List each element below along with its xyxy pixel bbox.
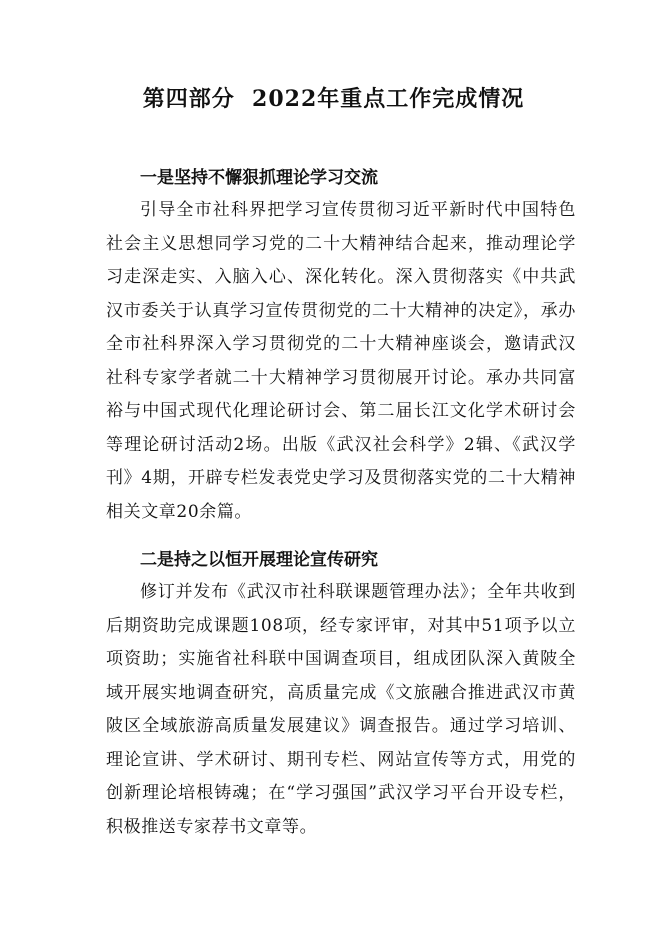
section-paragraph-2: 修订并发布《武汉市社科联课题管理办法》；全年共收到后期资助完成课题108项，经专家评审，对其中51项予以立项资助；实施省社科联中国调查项目，组成团队深入黄陂全域开展实地调查研究，高质量完成《文旅融合推进武汉市黄陂区全域旅游高质量发展建议》调查报告。通过学习培训、理论宣讲、学术研讨、期刊专栏、网站宣传等方式，用党的创新理论培根铸魂；在“学习强国”武汉学习平台开设专栏，积极推送专家荐书文章等。 bbox=[106, 582, 576, 837]
section-heading-1: 一是坚持不懈狠抓理论学习交流 bbox=[140, 168, 378, 188]
section-heading-2: 二是持之以恒开展理论宣传研究 bbox=[140, 550, 378, 570]
page-title: 第四部分 2022年重点工作完成情况 bbox=[142, 86, 525, 112]
section-paragraph-1: 引导全市社科界把学习宣传贯彻习近平新时代中国特色社会主义思想同学习党的二十大精神结合起来，推动理论学习走深走实、入脑入心、深化转化。深入贯彻落实《中共武汉市委关于认真学习宣传贯彻党的二十大精神的决定》，承办全市社科界深入学习贯彻党的二十大精神座谈会，邀请武汉社科专家学者就二十大精神学习贯彻展开讨论。承办共同富裕与中国式现代化理论研讨会、第二届长江文化学术研讨会等理论研讨活动2场。出版《武汉社会科学》2辑、《武汉学刊》4期，开辟专栏发表党史学习及贯彻落实党的二十大精神相关文章20余篇。 bbox=[106, 200, 576, 522]
